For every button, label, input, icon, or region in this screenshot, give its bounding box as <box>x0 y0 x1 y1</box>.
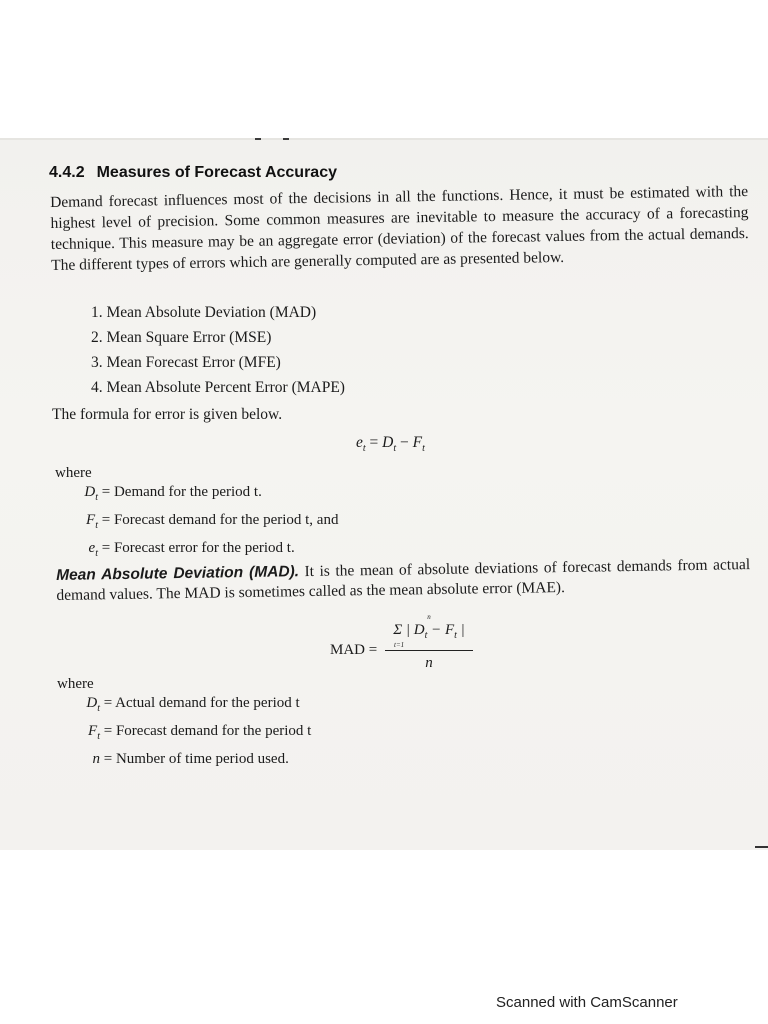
definitions-list <box>70 692 311 776</box>
definition-row: $F_t$ = Forecast demand for the period t <box>88 723 312 742</box>
measures-list <box>91 300 345 400</box>
list-item: 3. Mean Forecast Error (MFE) <box>91 354 281 371</box>
list-item: 2. Mean Square Error (MSE) <box>91 329 272 346</box>
definition-row: n = Number of time period used. <box>92 751 289 767</box>
where-label: where <box>55 465 92 481</box>
dash-mark <box>255 138 261 140</box>
page-corner-mark <box>755 846 768 848</box>
definition-row: $D_t$ = Demand for the period t. <box>84 484 262 503</box>
fraction-bar <box>385 650 473 651</box>
definition-row: $F_t$ = Forecast demand for the period t, and <box>86 512 339 531</box>
mad-numerator: Σ | $D_t - F_t$ | <box>393 622 465 641</box>
where-label: where <box>57 676 94 692</box>
mad-formula <box>385 614 473 672</box>
section-title: Measures of Forecast Accuracy <box>96 164 337 181</box>
list-item: 4. Mean Absolute Percent Error (MAPE) <box>91 379 345 396</box>
mad-text: It is the mean of absolute deviations of forecast demands from actual demand values. The MAD is sometimes called as the mean absolute error (MAE). <box>56 556 751 604</box>
error-formula: $e_t = D_t - F_t$ <box>356 434 425 455</box>
definition-row: $D_t$ = Actual demand for the period t <box>86 695 300 714</box>
list-item: 1. Mean Absolute Deviation (MAD) <box>91 304 317 321</box>
mad-formula-lhs: MAD = <box>330 642 378 658</box>
intro-paragraph: Demand forecast influences most of the decisions in all the functions. Hence, it must be estimated with the highest level of precision. Some common measures are inevitable to measure the accuracy of a forecasting technique. This measure may be an aggregate error (deviation) of the forecast values from the actual demands. The different types of errors which are generally computed are as presented below. <box>50 183 749 274</box>
section-number: 4.4.2 <box>49 164 85 181</box>
sum-lower-limit: t=1 <box>394 641 405 649</box>
error-formula-intro: The formula for error is given below. <box>52 406 283 423</box>
scanner-watermark: Scanned with CamScanner <box>496 994 678 1011</box>
mad-heading: Mean Absolute Deviation (MAD). <box>56 563 300 584</box>
sum-upper-limit: n <box>427 613 431 621</box>
mad-denominator: n <box>425 655 433 671</box>
definition-row: $e_t$ = Forecast error for the period t. <box>88 540 295 559</box>
section-heading <box>49 164 337 182</box>
page-edge <box>0 138 768 140</box>
definitions-list <box>68 481 338 565</box>
dash-mark <box>283 138 289 140</box>
